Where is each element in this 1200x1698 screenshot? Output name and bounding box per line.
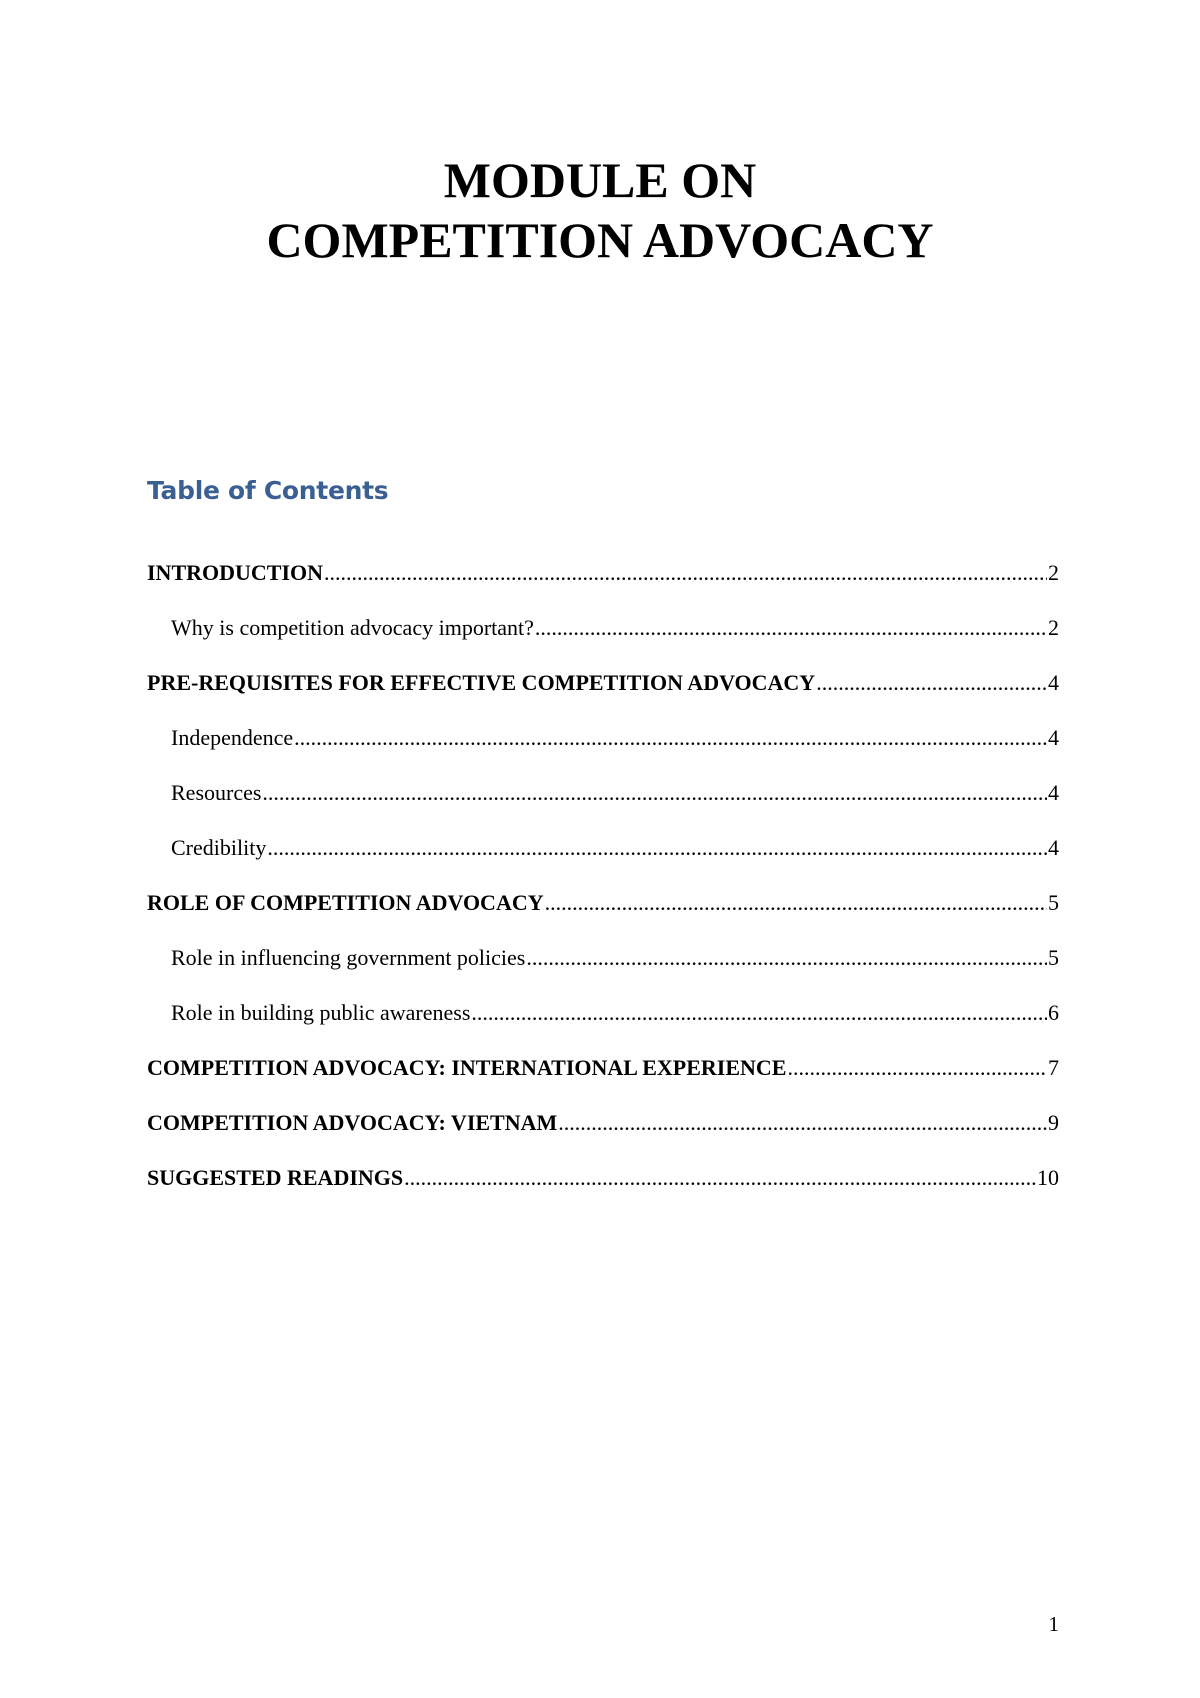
toc-entry-credibility[interactable] (147, 835, 1059, 890)
toc-dot-leader (262, 780, 1047, 806)
toc-entry-page: 10 (1037, 1165, 1059, 1190)
toc-entry-label: Independence (171, 725, 294, 750)
toc-heading: Table of Contents (147, 476, 389, 505)
toc-dot-leader (526, 945, 1047, 971)
toc-entry-label: COMPETITION ADVOCACY: INTERNATIONAL EXPERIENCE (147, 1055, 787, 1080)
toc-entry-label: Why is competition advocacy important? (171, 615, 534, 640)
toc-entry-page: 7 (1048, 1055, 1059, 1080)
toc-entry-independence[interactable] (147, 725, 1059, 780)
toc-dot-leader (535, 615, 1047, 641)
toc-entry-label: SUGGESTED READINGS (147, 1165, 404, 1190)
toc-entry-why-important[interactable] (147, 615, 1059, 670)
toc-entry-page: 5 (1048, 890, 1059, 915)
toc-entry-label: Role in influencing government policies (171, 945, 526, 970)
toc-entry-page: 4 (1048, 835, 1059, 860)
toc-dot-leader (558, 1110, 1047, 1136)
toc-entry-page: 2 (1048, 560, 1059, 585)
toc-dot-leader (787, 1055, 1047, 1081)
toc-entry-page: 2 (1048, 615, 1059, 640)
table-of-contents (147, 560, 1059, 1220)
toc-entry-label: PRE-REQUISITES FOR EFFECTIVE COMPETITION ADVOCACY (147, 670, 816, 695)
toc-entry-page: 5 (1048, 945, 1059, 970)
document-title-line-2: COMPETITION ADVOCACY (266, 212, 934, 268)
toc-entry-role-government[interactable] (147, 945, 1059, 1000)
toc-entry-suggested-readings[interactable] (147, 1165, 1059, 1220)
toc-entry-label: Resources (171, 780, 262, 805)
toc-entry-introduction[interactable] (147, 560, 1059, 615)
toc-entry-role[interactable] (147, 890, 1059, 945)
toc-entry-label: ROLE OF COMPETITION ADVOCACY (147, 890, 544, 915)
document-title-line-1: MODULE ON (443, 152, 757, 208)
page-number: 1 (1048, 1612, 1059, 1636)
toc-entry-international[interactable] (147, 1055, 1059, 1110)
toc-entry-role-public[interactable] (147, 1000, 1059, 1055)
toc-entry-page: 4 (1048, 670, 1059, 695)
toc-dot-leader (294, 725, 1047, 751)
toc-entry-label: COMPETITION ADVOCACY: VIETNAM (147, 1110, 558, 1135)
toc-entry-page: 4 (1048, 780, 1059, 805)
toc-dot-leader (545, 890, 1047, 916)
toc-entry-prerequisites[interactable] (147, 670, 1059, 725)
toc-entry-page: 9 (1048, 1110, 1059, 1135)
toc-entry-label: INTRODUCTION (147, 560, 324, 585)
toc-entry-vietnam[interactable] (147, 1110, 1059, 1165)
toc-entry-page: 6 (1048, 1000, 1059, 1025)
toc-dot-leader (404, 1165, 1036, 1191)
document-title (0, 150, 1200, 270)
toc-entry-page: 4 (1048, 725, 1059, 750)
toc-dot-leader (267, 835, 1047, 861)
toc-entry-label: Credibility (171, 835, 267, 860)
toc-dot-leader (324, 560, 1047, 586)
toc-entry-resources[interactable] (147, 780, 1059, 835)
toc-dot-leader (471, 1000, 1047, 1026)
toc-entry-label: Role in building public awareness (171, 1000, 471, 1025)
toc-dot-leader (816, 670, 1047, 696)
